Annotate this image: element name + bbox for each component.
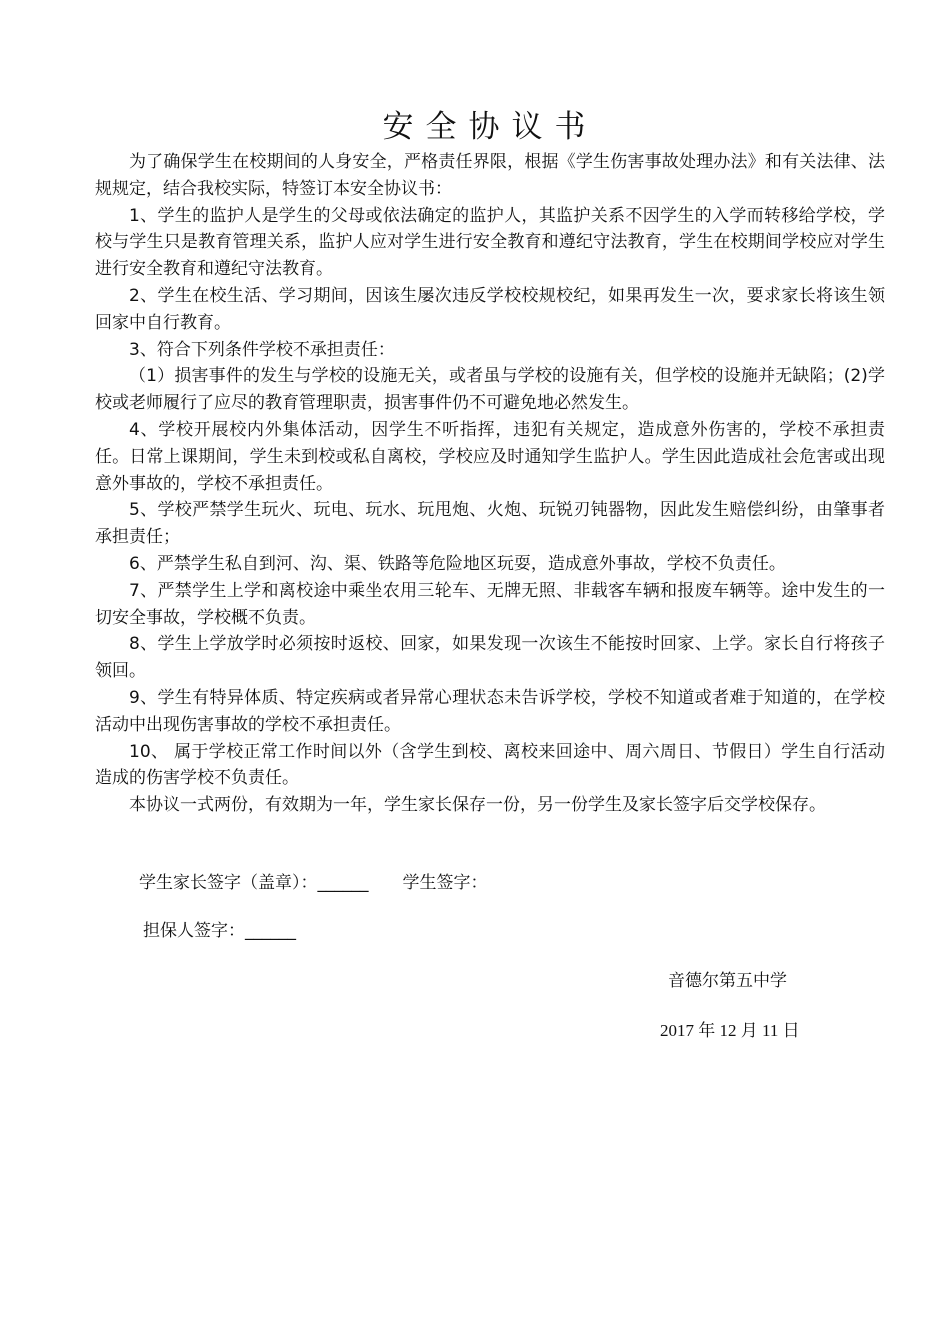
paragraph-closing: 本协议一式两份，有效期为一年，学生家长保存一份，另一份学生及家长签字后交学校保存。 — [129, 795, 826, 816]
signature-row-guarantor — [143, 918, 296, 944]
paragraph-item-10: 10、 属于学校正常工作时间以外（含学生到校、离校来回途中、周六周日、节假日）学生自行活动造成的伤害学校不负责任。 — [95, 741, 885, 789]
paragraph-item-8: 8、学生上学放学时必须按时返校、回家，如果发现一次该生不能按时回家、上学。家长自行将孩子领回。 — [95, 634, 885, 682]
document-date: 2017 年 12 月 11 日 — [660, 1021, 800, 1040]
school-name: 音德尔第五中学 — [668, 971, 787, 991]
paragraph-item-3: 3、符合下列条件学校不承担责任： — [129, 339, 395, 360]
paragraph-item-6: 6、严禁学生私自到河、沟、渠、铁路等危险地区玩耍，造成意外事故，学校不负责任。 — [129, 553, 786, 574]
student-signature-label: 学生签字： — [402, 873, 488, 893]
paragraph-item-5: 5、学校严禁学生玩火、玩电、玩水、玩甩炮、火炮、玩锐刃钝器物，因此发生赔偿纠纷，由肇事者承担责任； — [95, 500, 885, 548]
document-body — [95, 149, 885, 819]
document-title: 安全协议书 — [382, 109, 598, 145]
paragraph-item-3-conditions: （1）损害事件的发生与学校的设施无关，或者虽与学校的设施有关，但学校的设施并无缺陷；(2)学校或老师履行了应尽的教育管理职责，损害事件仍不可避免地必然发生。 — [95, 366, 885, 414]
paragraph-item-9: 9、学生有特异体质、特定疾病或者异常心理状态未告诉学校，学校不知道或者难于知道的，在学校活动中出现伤害事故的学校不承担责任。 — [95, 687, 885, 735]
paragraph-item-1: 1、学生的监护人是学生的父母或依法确定的监护人，其监护关系不因学生的入学而转移给学校，学校与学生只是教育管理关系，监护人应对学生进行安全教育和遵纪守法教育，学生在校期间学校应对学生进行安全教育和遵纪守法教育。 — [95, 205, 885, 280]
paragraph-item-2: 2、学生在校生活、学习期间，因该生屡次违反学校校规校纪，如果再发生一次，要求家长将该生领回家中自行教育。 — [95, 285, 885, 333]
paragraph-intro: 为了确保学生在校期间的人身安全，严格责任界限，根据《学生伤害事故处理办法》和有关法律、法规规定，结合我校实际，特签订本安全协议书： — [95, 152, 885, 199]
guarantor-signature-label: 担保人签字：______ — [143, 921, 296, 941]
paragraph-item-4: 4、学校开展校内外集体活动，因学生不听指挥，违犯有关规定，造成意外伤害的，学校不承担责任。日常上课期间，学生未到校或私自离校，学校应及时通知学生监护人。学生因此造成社会危害或出现意外事故的，学校不承担责任。 — [95, 419, 885, 494]
document-page — [95, 0, 885, 1344]
paragraph-item-7: 7、严禁学生上学和离校途中乘坐农用三轮车、无牌无照、非载客车辆和报废车辆等。途中发生的一切安全事故，学校概不负责。 — [95, 580, 885, 628]
signature-row-parent-student — [139, 870, 488, 896]
parent-signature-label: 学生家长签字（盖章）：______ — [139, 873, 369, 893]
